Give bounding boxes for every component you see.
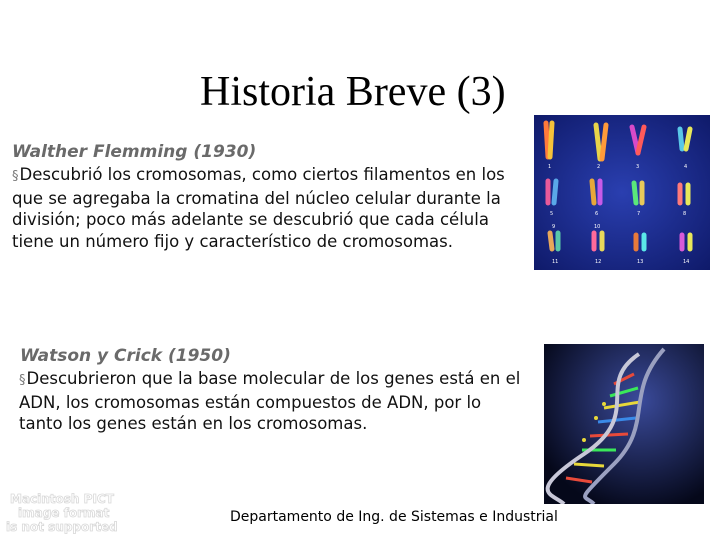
bullet-marker: § [19, 373, 26, 388]
chromosome-number: 2 [597, 164, 601, 170]
pict-line-1: Macintosh PICT [10, 492, 114, 506]
bullet-marker: § [12, 169, 19, 184]
watson-crick-description: Descubrieron que la base molecular de los genes está en el ADN, los cromosomas están compuestos de ADN, por lo tanto los genes están en los cromosomas. [19, 369, 521, 433]
section-heading-watson-crick: Watson y Crick (1950) [20, 346, 231, 366]
chromosome-number: 3 [636, 164, 640, 170]
chromosome-number: 14 [683, 259, 690, 265]
flemming-description: Descubrió los cromosomas, como ciertos filamentos en los que se agregaba la cromatina del núcleo celular durante la división; poco más adelante se descubrió que cada célula tiene un número fijo y característico de cromosomas. [12, 165, 505, 251]
chromosome-number: 4 [684, 164, 688, 170]
chromosome-karyotype-image [534, 115, 710, 270]
section-text-watson-crick [19, 368, 524, 435]
chromosome-number: 8 [683, 211, 687, 217]
chromosome-number: 13 [637, 259, 644, 265]
chromosome-number: 12 [595, 259, 602, 265]
chromosome-number: 7 [637, 211, 641, 217]
chromosome-number: 5 [550, 211, 554, 217]
dna-helix-image [544, 344, 704, 504]
unsupported-pict-placeholder-logo [4, 490, 149, 534]
chromosome-number: 10 [594, 224, 601, 230]
chromosome-number: 11 [552, 259, 559, 265]
pict-line-2: image format [18, 506, 110, 520]
slide-title: Historia Breve (3) [200, 69, 506, 115]
chromosome-number: 9 [552, 224, 556, 230]
pict-line-3: is not supported [6, 520, 118, 534]
chromosome-number: 1 [548, 164, 552, 170]
section-heading-flemming: Walther Flemming (1930) [12, 142, 257, 162]
chromosome-number: 6 [595, 211, 599, 217]
section-text-flemming [12, 164, 522, 252]
footer-department: Departamento de Ing. de Sistemas e Industrial [230, 509, 558, 525]
